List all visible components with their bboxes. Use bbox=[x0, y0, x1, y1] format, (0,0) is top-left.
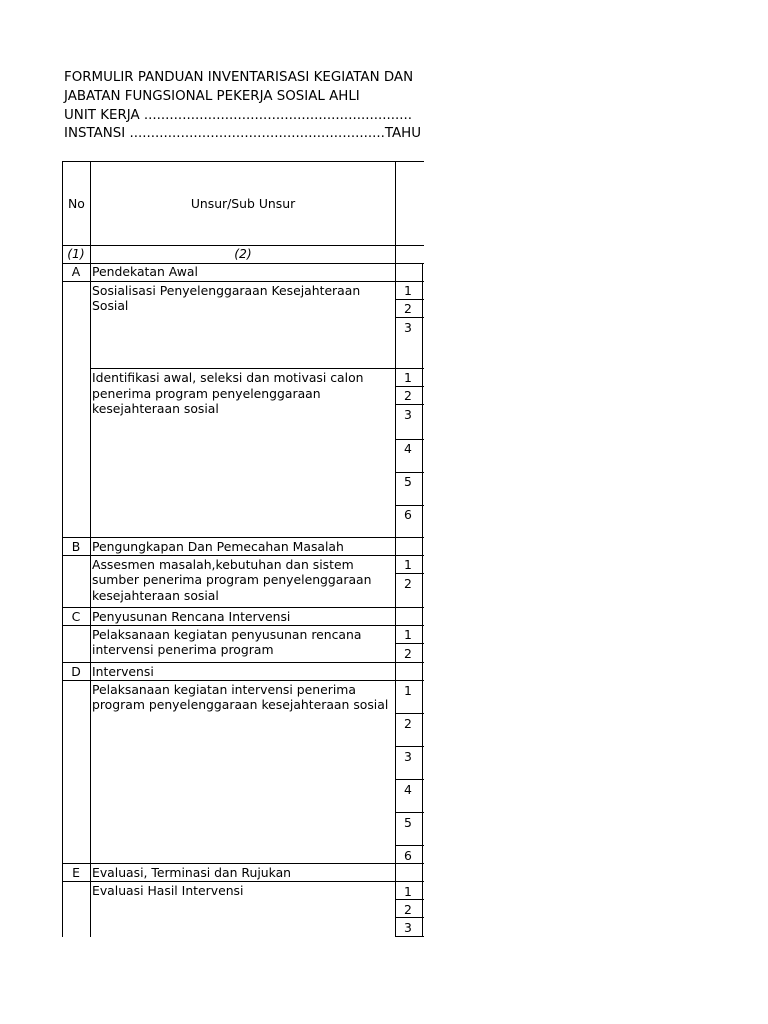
section-title: Intervensi bbox=[92, 664, 154, 679]
sub-unsur-line: program penyelenggaraan kesejahteraan sosial bbox=[92, 697, 389, 712]
column-header-no: No bbox=[68, 196, 85, 211]
item-number: 5 bbox=[404, 815, 412, 830]
sub-unsur-line: Sosialisasi Penyelenggaraan Kesejahteraan bbox=[92, 283, 361, 298]
item-number: 2 bbox=[404, 301, 412, 316]
item-number: 1 bbox=[404, 884, 412, 899]
sub-unsur-line: Evaluasi Hasil Intervensi bbox=[92, 883, 244, 898]
item-number: 2 bbox=[404, 716, 412, 731]
item-number: 2 bbox=[404, 576, 412, 591]
item-number: 1 bbox=[404, 370, 412, 385]
sub-unsur-line: penerima program penyelenggaraan bbox=[92, 386, 321, 401]
instansi-field: INSTANSI ............................................................TAHU bbox=[64, 126, 422, 141]
sub-unsur-line: kesejahteraan sosial bbox=[92, 401, 219, 416]
item-number: 1 bbox=[404, 683, 412, 698]
item-number: 3 bbox=[404, 407, 412, 422]
section-letter: E bbox=[72, 865, 80, 880]
sub-unsur-line: kesejahteraan sosial bbox=[92, 588, 219, 603]
item-number: 1 bbox=[404, 557, 412, 572]
form-title: FORMULIR PANDUAN INVENTARISASI KEGIATAN DAN bbox=[64, 70, 414, 85]
item-number: 2 bbox=[404, 388, 412, 403]
item-number: 3 bbox=[404, 749, 412, 764]
item-number: 4 bbox=[404, 441, 412, 456]
item-number: 6 bbox=[404, 848, 412, 863]
section-title: Penyusunan Rencana Intervensi bbox=[92, 609, 291, 624]
item-number: 3 bbox=[404, 920, 412, 935]
item-number: 2 bbox=[404, 902, 412, 917]
sub-unsur-line: Pelaksanaan kegiatan intervensi penerima bbox=[92, 682, 356, 697]
section-title: Pendekatan Awal bbox=[92, 264, 198, 279]
column-header-unsur: Unsur/Sub Unsur bbox=[190, 196, 296, 211]
sub-unsur-line: Sosial bbox=[92, 298, 129, 313]
item-number: 1 bbox=[404, 627, 412, 642]
section-title: Pengungkapan Dan Pemecahan Masalah bbox=[92, 539, 344, 554]
item-number: 3 bbox=[404, 320, 412, 335]
item-number: 6 bbox=[404, 507, 412, 522]
column-number-2: (2) bbox=[234, 246, 252, 261]
item-number: 2 bbox=[404, 646, 412, 661]
section-letter: D bbox=[71, 664, 81, 679]
section-title: Evaluasi, Terminasi dan Rujukan bbox=[92, 865, 292, 880]
sub-unsur-line: sumber penerima program penyelenggaraan bbox=[92, 572, 372, 587]
column-number-1: (1) bbox=[67, 246, 85, 261]
sub-unsur-line: Pelaksanaan kegiatan penyusunan rencana bbox=[92, 627, 362, 642]
item-number: 4 bbox=[404, 782, 412, 797]
section-letter: C bbox=[71, 609, 81, 624]
sub-unsur-line: Assesmen masalah,kebutuhan dan sistem bbox=[92, 557, 354, 572]
form-subtitle: JABATAN FUNGSIONAL PEKERJA SOSIAL AHLI bbox=[64, 89, 360, 104]
sub-unsur-line: intervensi penerima program bbox=[92, 642, 274, 657]
section-letter: B bbox=[71, 539, 81, 554]
unit-kerja-field: UNIT KERJA ............................................................... bbox=[64, 108, 413, 123]
item-number: 5 bbox=[404, 474, 412, 489]
item-number: 1 bbox=[404, 283, 412, 298]
sub-unsur-line: Identifikasi awal, seleksi dan motivasi calon bbox=[92, 370, 364, 385]
section-letter: A bbox=[71, 264, 81, 279]
